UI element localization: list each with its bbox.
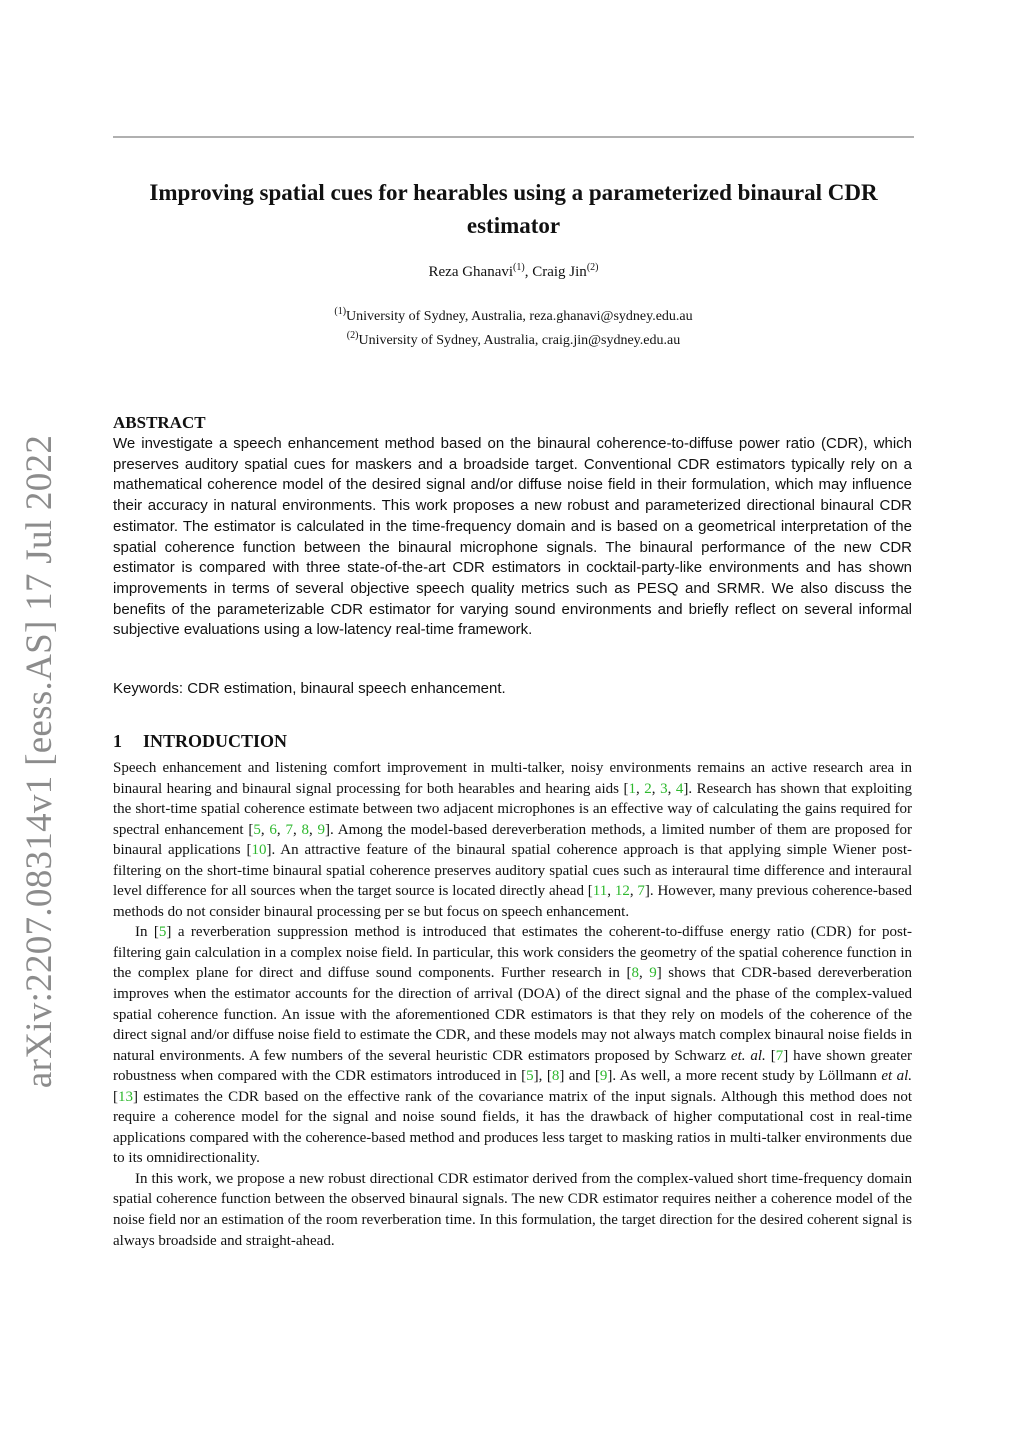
italic-text: et. al. bbox=[730, 1047, 766, 1064]
text-run: , bbox=[607, 883, 615, 900]
affiliation bbox=[113, 306, 914, 325]
section-heading bbox=[113, 731, 287, 752]
citation-link[interactable]: 13 bbox=[118, 1088, 133, 1105]
section-number: 1 bbox=[113, 731, 122, 751]
text-run: ]. An attractive feature of the binaural spatial coherence approach is that applying simple Wiener post-filtering on the short-time binaural spatial coherence preserves auditory spatial cues such as interaural time difference and interaural level difference for all sources when the target source is located directly ahead [ bbox=[113, 842, 912, 900]
citation-link[interactable]: 7 bbox=[775, 1047, 784, 1064]
text-run: , bbox=[667, 780, 676, 797]
affiliation-text: University of Sydney, Australia, reza.ghanavi@sydney.edu.au bbox=[346, 309, 693, 324]
abstract-body: We investigate a speech enhancement method based on the binaural coherence-to-diffuse power ratio (CDR), which preserves auditory spatial cues for maskers and a broadside target. Conventional CDR estimators typically rely on a mathematical coherence model of the desired signal and/or diffuse noise field in their formulation, which may influence their accuracy in natural environments. This work proposes a new robust and parameterized directional binaural CDR estimator. The estimator is calculated in the time-frequency domain and is based on a geometrical interpretation of the spatial coherence function between the binaural microphone signals. The binaural performance of the new CDR estimator is compared with three state-of-the-art CDR estimators in cocktail-party-like environments and has shown improvements in terms of several objective speech quality metrics such as PESQ and SRMR. We also discuss the benefits of the parameterizable CDR estimator for varying sound environments and briefly reflect on several informal subjective evaluations using a low-latency real-time framework. bbox=[113, 435, 912, 639]
arxiv-sidebar bbox=[8, 434, 72, 1088]
header-rule bbox=[113, 136, 914, 138]
affiliation-text: University of Sydney, Australia, craig.jin@sydney.edu.au bbox=[358, 333, 681, 348]
text-run: , bbox=[292, 821, 302, 838]
text-run: [ bbox=[113, 1088, 118, 1105]
author-line bbox=[113, 264, 914, 281]
abstract-heading: ABSTRACT bbox=[113, 413, 206, 432]
text-run: , bbox=[308, 821, 318, 838]
affiliation-mark: (2) bbox=[346, 330, 359, 341]
citation-link[interactable]: 4 bbox=[675, 780, 684, 797]
citation-link[interactable]: 11 bbox=[592, 883, 608, 900]
text-run: ] and [ bbox=[559, 1068, 600, 1085]
text-run: , bbox=[638, 965, 650, 982]
text-run: Speech enhancement and listening comfort improvement in multi-talker, noisy environments remains an active research area in binaural hearing and binaural signal processing for both hearables and hearing aids [ bbox=[113, 760, 912, 797]
citation-link[interactable]: 10 bbox=[251, 842, 267, 859]
citation-link[interactable]: 8 bbox=[631, 965, 639, 982]
citation-link[interactable]: 3 bbox=[660, 780, 668, 797]
citation-link[interactable]: 5 bbox=[253, 821, 261, 838]
text-run: In [ bbox=[135, 924, 159, 941]
keywords: Keywords: CDR estimation, binaural speech enhancement. bbox=[113, 680, 506, 697]
citation-link[interactable]: 8 bbox=[551, 1068, 560, 1085]
text-run: ]. As well, a more recent study by Löllmann bbox=[607, 1068, 882, 1085]
text-run: , bbox=[260, 821, 270, 838]
author-separator: , bbox=[524, 264, 533, 280]
section-title: INTRODUCTION bbox=[143, 731, 288, 751]
arxiv-identifier: arXiv:2207.08314v1 [eess.AS] 17 Jul 2022 bbox=[19, 434, 61, 1088]
author-name: Craig Jin bbox=[532, 264, 587, 280]
citation-link[interactable]: 1 bbox=[628, 780, 637, 797]
text-run: , bbox=[651, 780, 661, 797]
citation-link[interactable]: 9 bbox=[317, 821, 326, 838]
affiliation-mark: (1) bbox=[334, 306, 347, 317]
citation-link[interactable]: 2 bbox=[644, 780, 652, 797]
text-run: ] have shown greater robustness when compared with the CDR estimators introduced in [ bbox=[113, 1047, 912, 1085]
text-run: ] a reverberation suppression method is introduced that estimates the coherent-to-diffuse energy ratio (CDR) for post-filtering gain calculation in a complex noise field. In particular, this work considers the geometry of the spatial coherence function in the complex plane for direct and diffuse sound components. Further research in [ bbox=[113, 924, 912, 982]
author-affiliation-mark: (2) bbox=[586, 262, 599, 273]
affiliation bbox=[113, 330, 914, 349]
citation-link[interactable]: 12 bbox=[614, 883, 630, 900]
citation-link[interactable]: 9 bbox=[649, 965, 657, 982]
text-run: [ bbox=[765, 1047, 776, 1064]
author-name: Reza Ghanavi bbox=[428, 264, 514, 280]
citation-link[interactable]: 9 bbox=[599, 1068, 608, 1085]
text-run: ]. Research has shown that exploiting the short-time spatial coherence estimate between two adjacent microphones is an effective way of calculating the gains required for spectral enhancement [ bbox=[113, 780, 913, 838]
citation-link[interactable]: 5 bbox=[526, 1068, 534, 1085]
text-run: , bbox=[276, 821, 286, 838]
text-run: , bbox=[629, 883, 638, 900]
paragraph bbox=[113, 758, 912, 922]
italic-text: et al. bbox=[881, 1068, 912, 1085]
citation-link[interactable]: 6 bbox=[269, 821, 277, 838]
author-affiliation-mark: (1) bbox=[513, 262, 525, 273]
paragraph: In this work, we propose a new robust directional CDR estimator derived from the complex-valued short time-frequency domain spatial coherence function between the observed binaural signals. The new CDR estimator requires neither a coherence model of the noise field nor an estimation of the room reverberation time. In this formulation, the target direction for the desired coherent signal is always broadside and straight-ahead. bbox=[113, 1170, 912, 1249]
paper-title: Improving spatial cues for hearables using a parameterized binaural CDR estimator bbox=[149, 180, 878, 238]
section-body bbox=[113, 758, 912, 1251]
citation-link[interactable]: 5 bbox=[158, 924, 167, 941]
text-run: ] estimates the CDR based on the effective rank of the covariance matrix of the input signals. Although this method does not require a coherence model for the signal and noise sound fields, it has the drawback of higher computational cost in real-time applications compared with the coherence-based method and produces less target to masking ratios in multi-talker environments due to its omnidirectionality. bbox=[113, 1088, 912, 1167]
text-run: ], [ bbox=[533, 1068, 552, 1085]
text-run: ]. However, many previous coherence-based methods do not consider binaural processing per se but focus on speech enhancement. bbox=[113, 883, 912, 920]
citation-link[interactable]: 7 bbox=[637, 883, 645, 900]
paragraph bbox=[113, 922, 912, 1169]
text-run: ] shows that CDR-based dereverberation improves when the estimator accounts for the direction of arrival (DOA) of the direct signal and the phase of the complex-valued spatial coherence function. An issue with the aforementioned CDR estimators is that they rely on models of the coherence of the direct signal and/or diffuse noise field to estimate the CDR, and these models may not always match complex binaural noise fields in natural environments. A few numbers of the several heuristic CDR estimators proposed by Schwarz bbox=[113, 965, 912, 1064]
citation-link[interactable]: 7 bbox=[285, 821, 293, 838]
text-run: ]. Among the model-based dereverberation methods, a limited number of them are proposed for binaural applications [ bbox=[113, 821, 913, 859]
text-run: , bbox=[636, 780, 645, 797]
citation-link[interactable]: 8 bbox=[301, 821, 309, 838]
